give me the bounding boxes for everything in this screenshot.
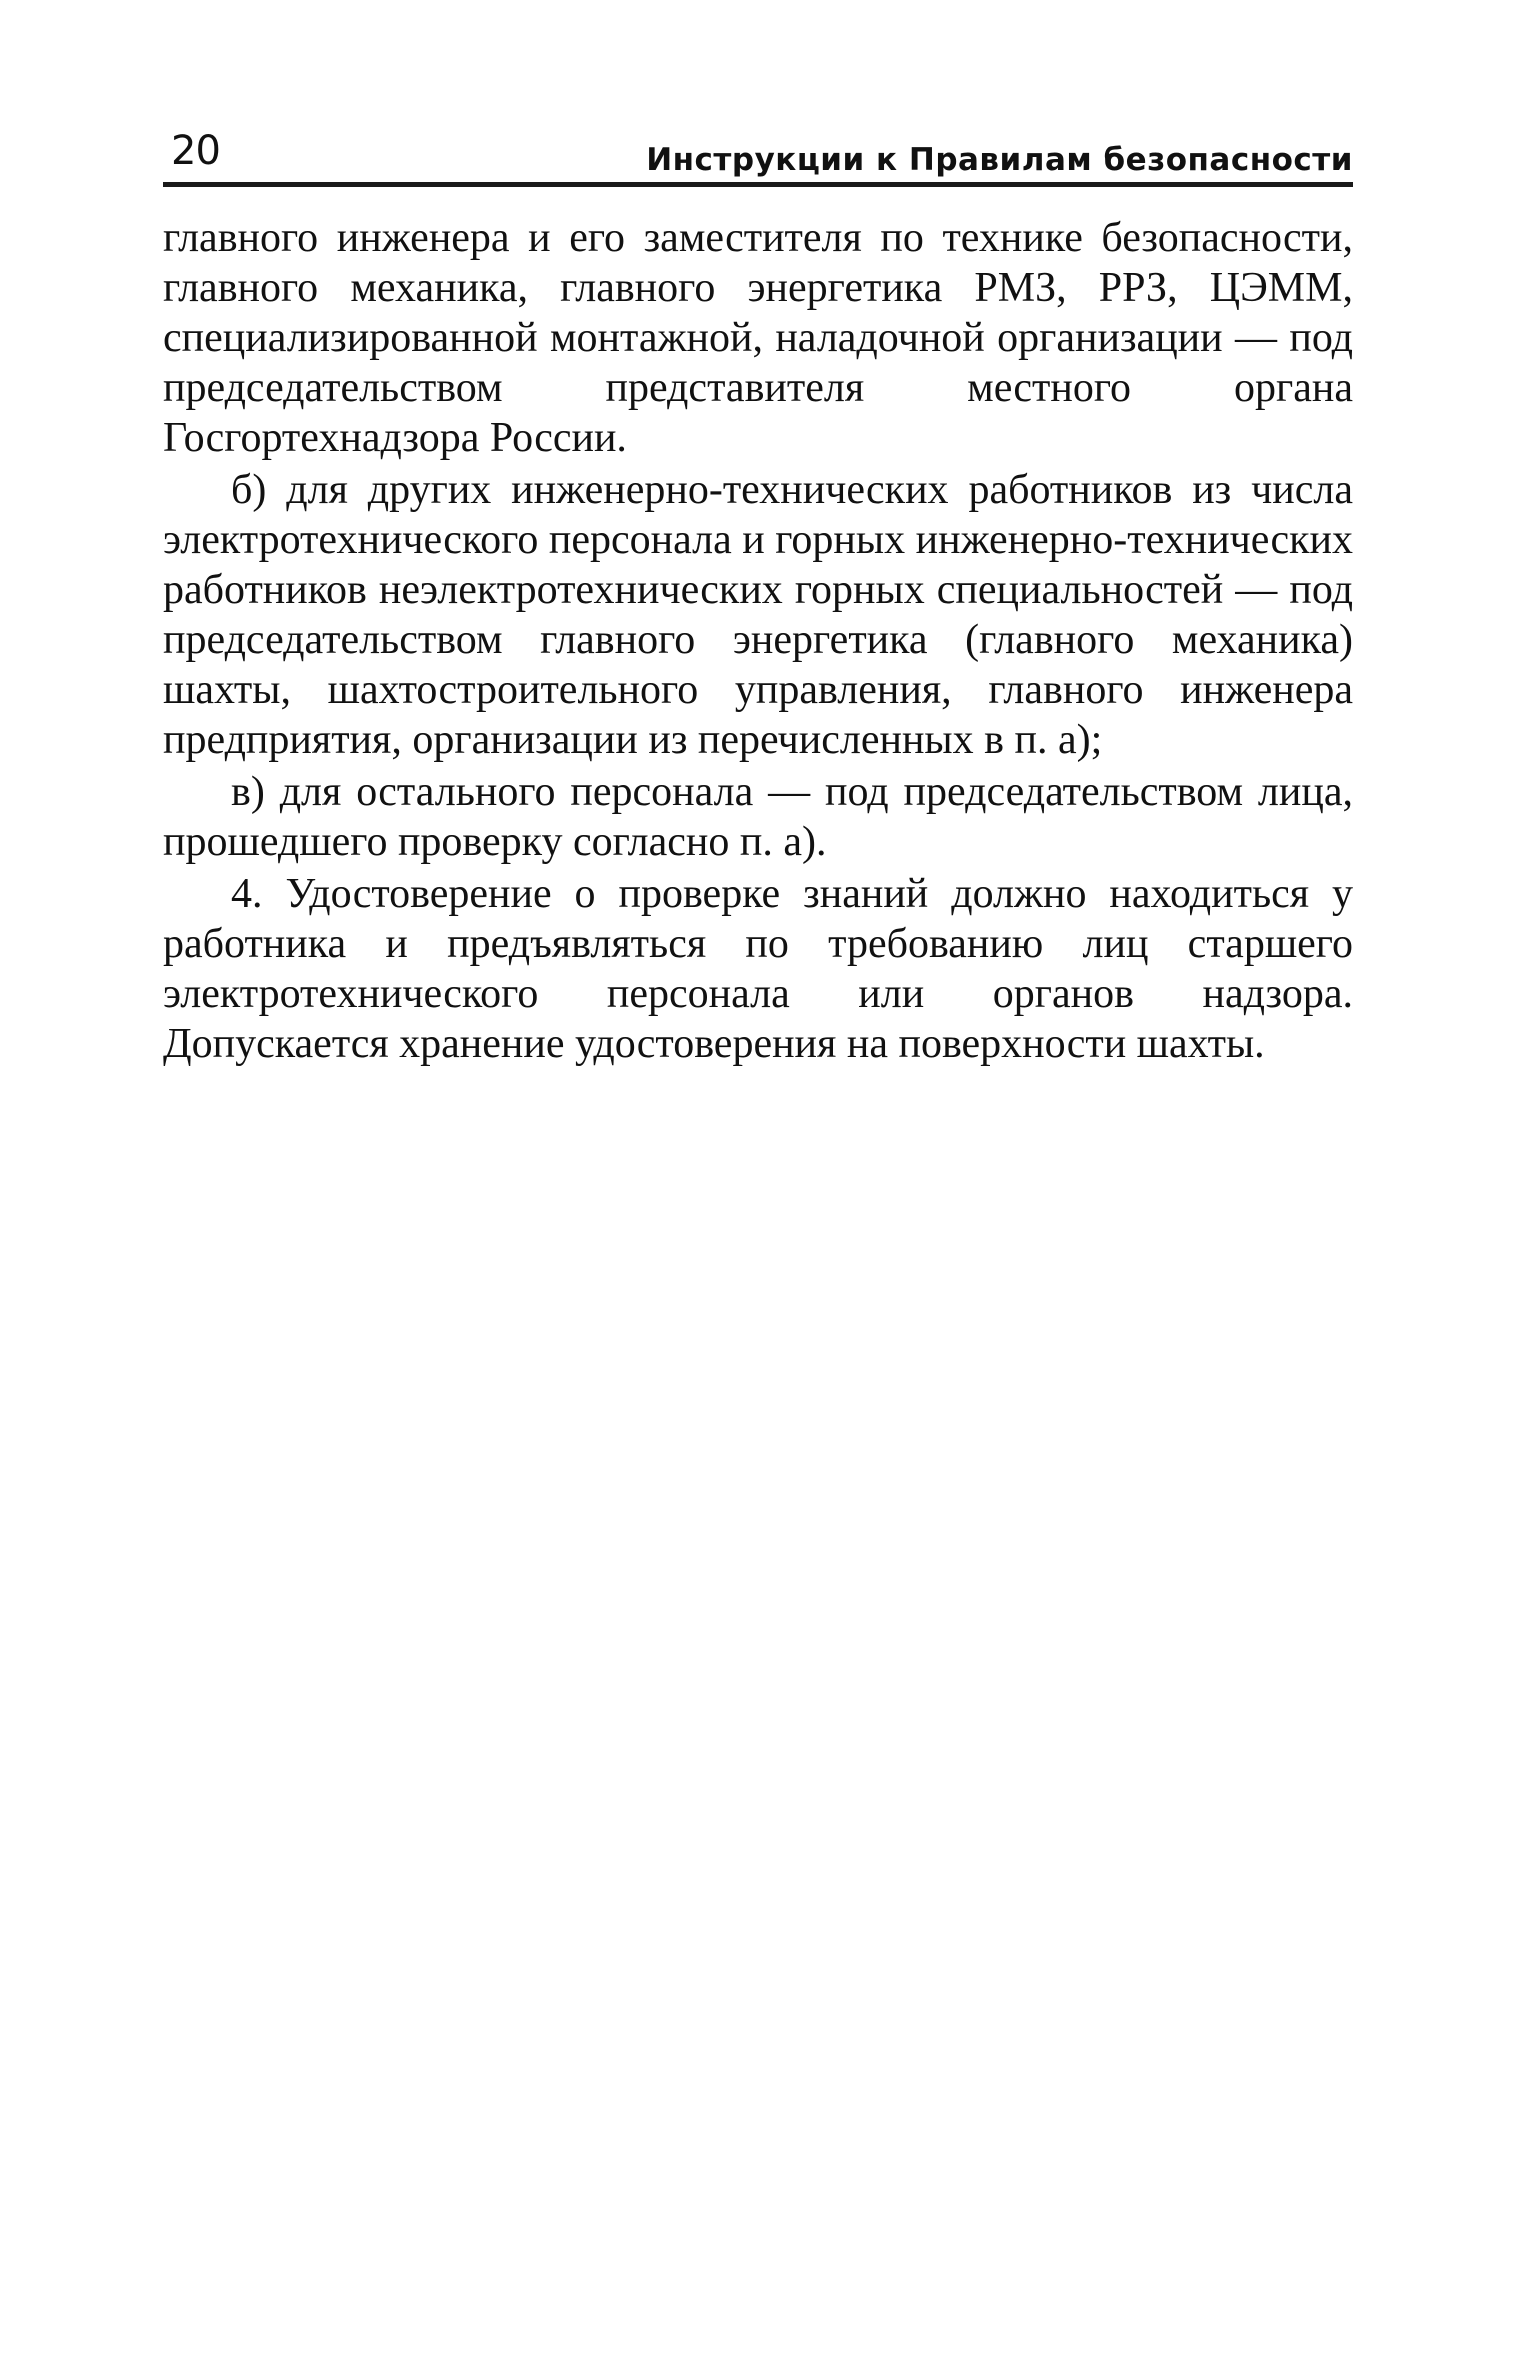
running-header [163, 120, 1353, 187]
paragraph-point-4: 4. Удостоверение о проверке знаний должно находиться у работника и предъявляться по требованию лиц старшего электротехнического персонала или органов надзора. Допускается хранение удостоверения на поверхности шахты. [163, 871, 1353, 1067]
book-page [163, 120, 1353, 1069]
running-title: Инструкции к Правилам безопасности [646, 142, 1353, 178]
paragraph-continuation: главного инженера и его заместителя по технике безопасности, главного механика, главного энергетика РМЗ, РРЗ, ЦЭММ, специализированной монтажной, наладочной организации — под председательством представителя местного органа Госгортехнадзора России. [163, 215, 1353, 461]
paragraph-item-b: б) для других инженерно-технических работников из числа электротехнического персонала и горных инженерно-технических работников неэлектротехнических горных специальностей — под председательством главного энергетика (главного механика) шахты, шахтостроительного управления, главного инженера предприятия, организации из перечисленных в п. а); [163, 467, 1353, 763]
paragraph-item-v: в) для остального персонала — под председательством лица, прошедшего проверку согласно п. а). [163, 769, 1353, 865]
page-number: 20 [171, 128, 220, 174]
body-text [163, 213, 1353, 1069]
